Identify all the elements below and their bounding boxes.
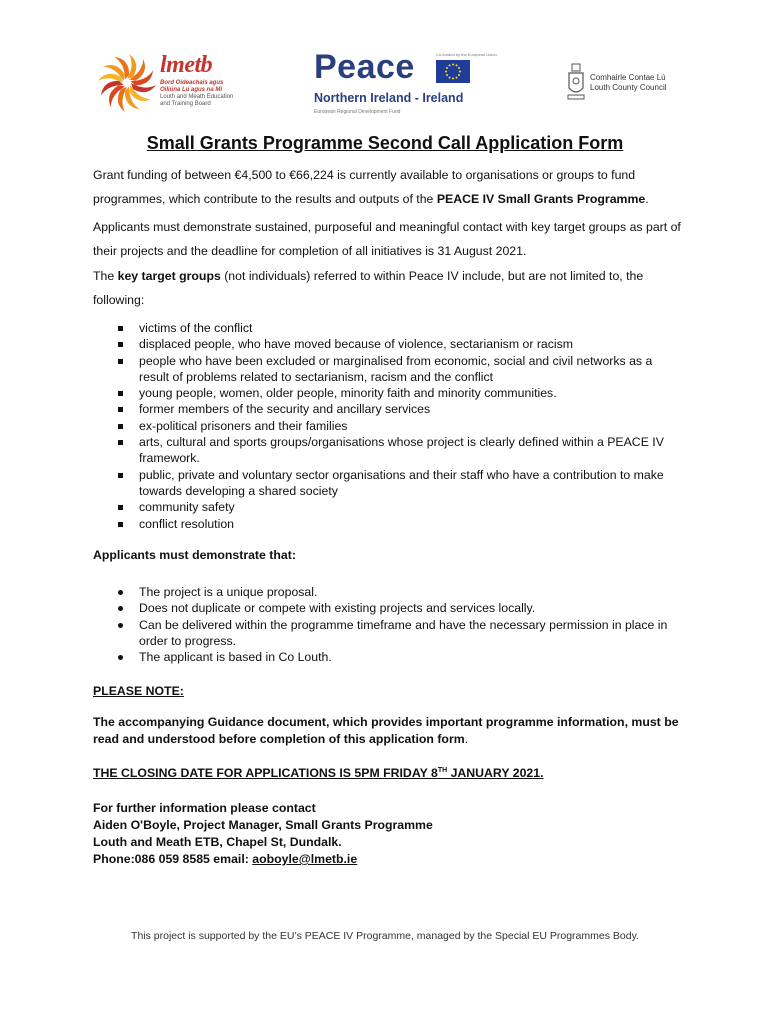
list-item-text: The applicant is based in Co Louth.	[139, 650, 332, 665]
square-bullet-icon	[118, 522, 123, 527]
round-bullet-icon	[118, 606, 123, 611]
list-item-text: community safety	[139, 500, 235, 515]
list-item-text: people who have been excluded or marginalised from economic, social and civil networks as a result of problems related to sectarianism, racism and the conflict	[139, 353, 653, 384]
square-bullet-icon	[118, 407, 123, 412]
intro-paragraph-funding	[93, 163, 685, 211]
list-item-text: conflict resolution	[139, 516, 235, 531]
closing-date	[93, 766, 544, 780]
lmetb-logo	[96, 50, 246, 116]
lmetb-line-4: and Training Board	[160, 101, 211, 107]
list-item	[93, 584, 685, 600]
closing-sup: TH	[437, 766, 448, 774]
target-groups-bold: key target groups	[117, 269, 221, 283]
square-bullet-icon	[118, 391, 123, 396]
list-item	[93, 600, 685, 616]
target-end: (not individuals) referred to within Peace IV include, but are not limited to, the following:	[93, 269, 644, 307]
email-link[interactable]: aoboyle@lmetb.ie	[252, 852, 358, 866]
lmetb-line-1: Bord Oideachais agus	[160, 80, 224, 86]
list-item	[93, 617, 685, 650]
programme-name: PEACE IV Small Grants Programme	[436, 192, 646, 206]
requirements-heading: Applicants must demonstrate that:	[93, 548, 296, 562]
requirements-list	[93, 584, 685, 665]
contact-intro: For further information please contact	[93, 801, 316, 815]
contact-address: Louth and Meath ETB, Chapel St, Dundalk.	[93, 835, 342, 849]
list-item-text: former members of the security and ancillary services	[139, 402, 431, 417]
peace-logo	[312, 48, 497, 120]
crest-icon	[566, 62, 586, 102]
peace-wordmark: Peace	[314, 48, 415, 86]
peace-fund-caption: European Regional Development Fund	[314, 109, 401, 115]
square-bullet-icon	[118, 326, 123, 331]
list-item	[93, 516, 685, 532]
please-note-heading: PLEASE NOTE:	[93, 684, 184, 698]
round-bullet-icon	[118, 590, 123, 595]
list-item	[93, 649, 685, 665]
list-item	[93, 385, 685, 401]
eu-flag-icon	[436, 60, 470, 83]
list-item-text: displaced people, who have moved because of violence, sectarianism or racism	[139, 337, 574, 352]
target-groups-list	[93, 320, 685, 532]
lmetb-line-2: Oiliúna Lú agus na Mí	[160, 87, 223, 93]
list-item	[93, 353, 685, 386]
list-item-text: victims of the conflict	[139, 321, 253, 335]
list-item-text: arts, cultural and sports groups/organisations whose project is clearly defined within a PEACE IV framework.	[139, 435, 664, 466]
sunburst-icon	[96, 52, 158, 114]
list-item-text: Does not duplicate or compete with existing projects and services locally.	[139, 601, 536, 616]
list-item-text: The project is a unique proposal.	[139, 585, 318, 599]
eu-caption: Co-funded by the European Union	[436, 52, 497, 57]
page-title: Small Grants Programme Second Call Application Form	[146, 133, 624, 153]
guidance-notice	[93, 714, 685, 748]
list-item	[93, 499, 685, 515]
louth-line-irish: Comhairle Contae Lú	[590, 73, 666, 82]
closing-pre: THE CLOSING DATE FOR APPLICATIONS IS 5PM FRIDAY 8	[93, 766, 438, 780]
square-bullet-icon	[118, 440, 123, 445]
round-bullet-icon	[118, 655, 123, 660]
contact-person: Aiden O'Boyle, Project Manager, Small Grants Programme	[93, 818, 433, 832]
square-bullet-icon	[118, 473, 123, 478]
contact-block	[93, 800, 433, 868]
list-item-text: young people, women, older people, minority faith and minority communities.	[139, 386, 557, 401]
target-start: The	[93, 269, 118, 283]
list-item	[93, 434, 685, 467]
contact-phone: Phone:086 059 8585 email:	[93, 852, 253, 866]
square-bullet-icon	[118, 505, 123, 510]
round-bullet-icon	[118, 623, 123, 628]
list-item	[93, 336, 685, 352]
guidance-end: .	[464, 732, 469, 746]
square-bullet-icon	[118, 342, 123, 347]
list-item-text: public, private and voluntary sector organisations and their staff who have a contribution to make towards developing a shared society	[139, 467, 664, 498]
list-item-text: Can be delivered within the programme timeframe and have the necessary permission in place in order to progress.	[139, 617, 668, 648]
footer-note: This project is supported by the EU’s PEACE IV Programme, managed by the Special EU Programmes Body.	[131, 930, 639, 942]
square-bullet-icon	[118, 424, 123, 429]
funding-end: .	[645, 192, 649, 206]
list-item	[93, 418, 685, 434]
list-item	[93, 467, 685, 500]
funding-text: Grant funding of between €4,500 to €66,224 is currently available to organisations or groups to fund programmes, which contribute to the results and outputs of the	[93, 168, 636, 206]
list-item	[93, 320, 685, 336]
peace-subtitle: Northern Ireland - Ireland	[314, 91, 464, 105]
lmetb-line-3: Louth and Meath Education	[160, 94, 234, 100]
intro-paragraph-contact: Applicants must demonstrate sustained, purposeful and meaningful contact with key target groups as part of their projects and the deadline for completion of all initiatives is 31 August 2021.	[93, 220, 681, 258]
intro-paragraph-target-groups	[93, 264, 685, 312]
louth-line-english: Louth County Council	[590, 83, 667, 92]
list-item-text: ex-political prisoners and their families	[139, 418, 348, 433]
closing-post: JANUARY 2021.	[447, 766, 544, 780]
lmetb-wordmark: lmetb	[160, 52, 213, 78]
square-bullet-icon	[118, 359, 123, 364]
guidance-text: The accompanying Guidance document, which provides important programme information, must be read and understood before completion of this application form	[93, 715, 679, 746]
louth-council-logo	[566, 62, 696, 106]
list-item	[93, 401, 685, 417]
